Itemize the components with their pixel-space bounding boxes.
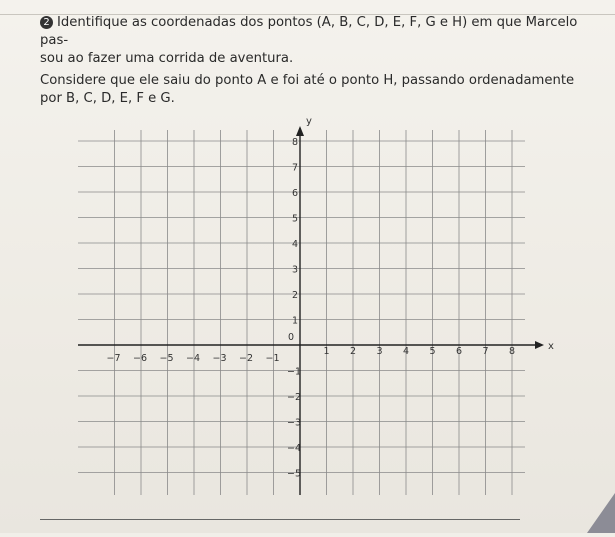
x-tick-label: 5 <box>429 346 436 357</box>
y-tick-label: 5 <box>292 213 299 225</box>
y-tick-label: −4 <box>287 443 302 454</box>
x-axis-label: x <box>548 341 554 352</box>
x-tick-label: −5 <box>159 353 174 364</box>
x-tick-label: 1 <box>323 346 330 357</box>
y-tick-label: 4 <box>292 239 299 250</box>
y-tick-label: 8 <box>292 137 299 148</box>
question-line-2: sou ao fazer uma corrida de aventura. <box>40 51 294 66</box>
x-tick-label: −3 <box>212 353 227 364</box>
x-tick-label: 3 <box>376 346 383 357</box>
question-line-1: Identifique as coordenadas dos pontos (A, B, C, D, E, F, G e H) em que Marcelo pas- <box>40 15 578 48</box>
y-tick-label: −3 <box>287 417 302 429</box>
y-tick-label: −1 <box>287 366 302 378</box>
x-tick-label: −7 <box>106 353 121 364</box>
x-tick-label: −1 <box>265 353 280 364</box>
y-axis-arrow <box>296 126 304 136</box>
x-tick-label: −4 <box>186 353 201 364</box>
y-tick-label: −2 <box>287 392 302 403</box>
origin-label: 0 <box>288 332 295 343</box>
question-number: 2 <box>40 16 53 29</box>
x-tick-label: 7 <box>482 346 489 357</box>
y-tick-label: 1 <box>292 315 299 327</box>
y-tick-label: 3 <box>292 264 299 276</box>
x-tick-label: 6 <box>456 346 463 357</box>
x-tick-label: 2 <box>350 346 357 357</box>
axes <box>78 126 544 495</box>
y-tick-label: 7 <box>292 162 299 174</box>
x-tick-label: 8 <box>509 346 516 357</box>
y-axis-label: y <box>306 116 312 127</box>
x-tick-label: −2 <box>239 353 254 364</box>
x-axis-arrow <box>535 341 544 349</box>
y-tick-label: −5 <box>287 468 302 480</box>
x-tick-label: −6 <box>133 353 148 364</box>
question-line-4: por B, C, D, E, F e G. <box>40 91 175 106</box>
y-tick-label: 2 <box>292 290 299 301</box>
grid-lines <box>78 130 525 495</box>
y-tick-label: 6 <box>292 188 299 199</box>
x-tick-label: 4 <box>403 346 410 357</box>
bottom-rule <box>40 519 520 520</box>
question-line-3: Considere que ele saiu do ponto A e foi até o ponto H, passando ordenadamente <box>40 73 575 88</box>
axis-labels <box>107 116 555 480</box>
